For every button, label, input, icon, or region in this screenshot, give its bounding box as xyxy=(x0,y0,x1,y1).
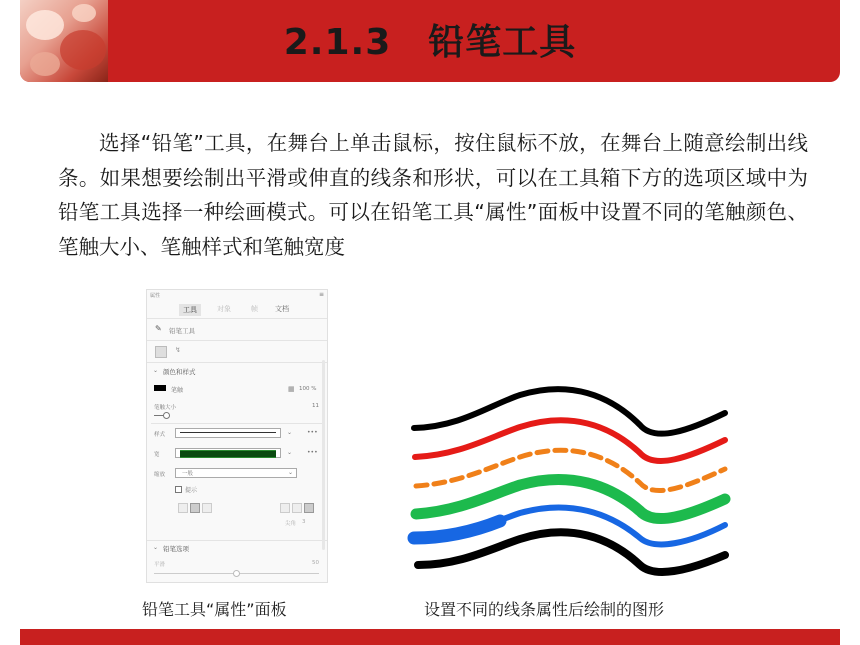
cap-square-button[interactable] xyxy=(202,503,212,513)
opacity-value[interactable]: 100 % xyxy=(299,386,317,392)
section-color-style: 颜色和样式 xyxy=(163,368,196,376)
chevron-down-icon[interactable]: ⌄ xyxy=(287,449,293,456)
stroke-size-value[interactable]: 11 xyxy=(312,403,319,409)
caption-left: 铅笔工具“属性”面板 xyxy=(142,600,287,619)
miter-label: 尖角 xyxy=(285,521,297,527)
footer-bar xyxy=(20,629,840,645)
stroke-size-slider[interactable] xyxy=(163,412,170,419)
tab-object[interactable]: 对象 xyxy=(217,305,231,313)
style-select[interactable] xyxy=(175,428,281,438)
tab-frame[interactable]: 帧 xyxy=(251,305,258,313)
smooth-label: 平滑 xyxy=(154,562,166,568)
join-bevel-button[interactable] xyxy=(304,503,314,513)
scale-select[interactable] xyxy=(175,468,297,478)
red-stroke xyxy=(415,420,725,461)
chevron-down-icon[interactable]: ⌄ xyxy=(153,544,159,551)
object-draw-icon[interactable] xyxy=(155,346,167,358)
caption-right: 设置不同的线条属性后绘制的图形 xyxy=(424,600,665,619)
panel-menu-icon[interactable]: ≡ xyxy=(318,291,324,298)
body-paragraph xyxy=(58,126,808,264)
smooth-value[interactable]: 50 xyxy=(312,560,319,566)
opacity-icon: ▦ xyxy=(288,385,295,393)
page-title: 2.1.3 铅笔工具 xyxy=(283,22,577,63)
section-pencil-options: 铅笔选项 xyxy=(163,545,189,553)
style-label: 样式 xyxy=(154,432,166,438)
more-icon[interactable]: ••• xyxy=(307,449,318,456)
panel-header: 属性 xyxy=(150,293,161,299)
panel-scrollbar[interactable] xyxy=(322,360,325,550)
join-round-button[interactable] xyxy=(292,503,302,513)
tool-name: 铅笔工具 xyxy=(169,327,195,335)
tab-document[interactable]: 文档 xyxy=(275,305,289,313)
chevron-down-icon[interactable]: ⌄ xyxy=(287,429,293,436)
stroke-size-label: 笔触大小 xyxy=(154,405,177,411)
chevron-down-icon: ⌄ xyxy=(287,469,293,476)
black-stroke-1 xyxy=(414,389,725,434)
cap-none-button[interactable] xyxy=(178,503,188,513)
scale-value: 一般 xyxy=(182,471,194,477)
width-label: 宽 xyxy=(154,452,160,458)
hint-checkbox[interactable] xyxy=(175,486,182,493)
more-icon[interactable]: ••• xyxy=(307,429,318,436)
miter-value[interactable]: 3 xyxy=(302,519,306,525)
blue-stroke-thick-start xyxy=(414,521,500,538)
tab-tool[interactable]: 工具 xyxy=(179,304,201,316)
pencil-icon: ✎ xyxy=(155,324,162,333)
smooth-slider[interactable] xyxy=(233,570,240,577)
pencil-strokes-illustration xyxy=(400,375,740,585)
stroke-color-swatch[interactable] xyxy=(154,385,166,391)
stroke-label: 笔触 xyxy=(171,387,184,394)
chevron-down-icon[interactable]: ⌄ xyxy=(153,367,159,374)
snap-icon[interactable]: ↯ xyxy=(175,346,181,354)
scale-label: 缩放 xyxy=(154,472,166,478)
cap-round-button[interactable] xyxy=(190,503,200,513)
body-text: 选择“铅笔”工具，在舞台上单击鼠标，按住鼠标不放，在舞台上随意绘制出线条。如果想要绘制出平滑或伸直的线条和形状，可以在工具箱下方的选项区域中为铅笔工具选择一种绘画模式。可以在铅笔工具“属性”面板中设置不同的笔触颜色、笔触大小、笔触样式和笔触宽度 xyxy=(58,131,808,259)
join-miter-button[interactable] xyxy=(280,503,290,513)
properties-panel xyxy=(146,289,328,583)
width-select[interactable] xyxy=(175,448,281,458)
hint-label: 提示 xyxy=(185,487,198,494)
